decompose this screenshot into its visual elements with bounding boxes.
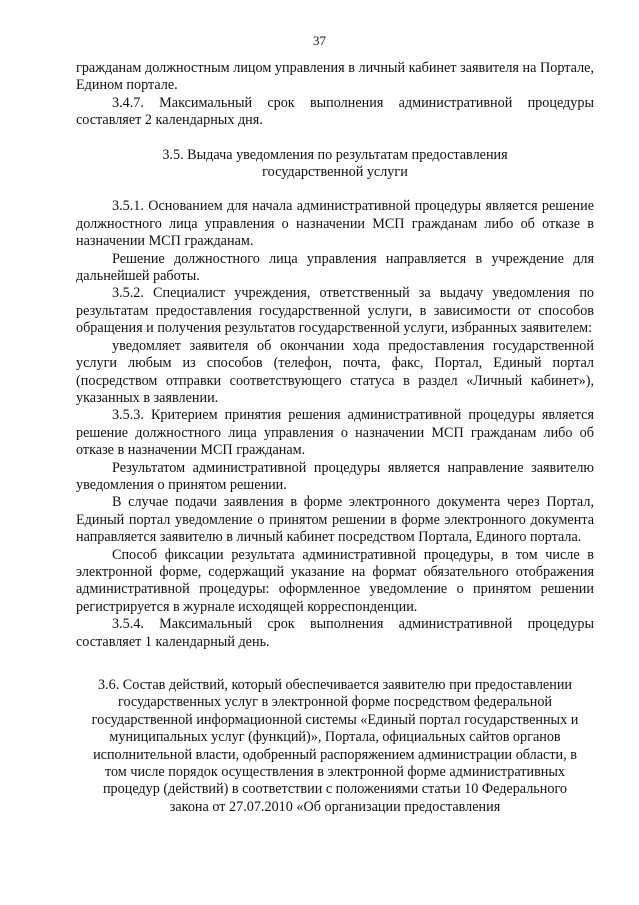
paragraph-3-5-1: 3.5.1. Основанием для начала административной процедуры является решение должностного лица управления о назначении МСП гражданам либо об отказе в назначении МСП гражданам. — [76, 198, 594, 250]
paragraph-3-5-4: 3.5.4. Максимальный срок выполнения административной процедуры составляет 1 календарный день. — [76, 616, 594, 650]
paragraph-electronic: В случае подачи заявления в форме электронного документа через Портал, Единый портал уведомление о принятом решении в форме электронного документа направляется заявителю в личный кабинет посредством Портала, Единого портала. — [76, 494, 594, 546]
document-body — [76, 60, 594, 816]
page-number: 37 — [313, 33, 326, 48]
paragraph-notify: уведомляет заявителя об окончании хода предоставления государственной услуги любым из способов (телефон, почта, факс, Портал, Единый портал (посредством отправки соответствующего статуса в раздел «Личный кабинет»), указанных в заявлении. — [76, 337, 594, 406]
paragraph-result: Результатом административной процедуры является направление заявителю уведомления о принятом решении. — [76, 459, 594, 493]
section-heading-3-6: 3.6. Состав действий, который обеспечивается заявителю при предоставлении государственных услуг в электронной форме посредством федеральной государственной информационной системы «Единый портал государственных и муниципальных услуг (функций)», Портала, официальных сайтов органов исполнительной власти, одобренный распоряжением администрации области, в том числе порядок осуществления в электронной форме административных процедур (действий) в соответствии с положениями статьи 10 Федерального закона от 27.07.2010 «Об организации предоставления — [91, 677, 579, 815]
paragraph-3-5-2: 3.5.2. Специалист учреждения, ответственный за выдачу уведомления по результатам предоставления государственной услуги, в зависимости от способов обращения и получения результатов государственной услуги, избранных заявителем: — [76, 285, 594, 337]
paragraph-3-4-7: 3.4.7. Максимальный срок выполнения административной процедуры составляет 2 календарных дня. — [76, 94, 594, 129]
paragraph-fixation: Способ фиксации результата административной процедуры, в том числе в электронной форме, содержащий указание на формат обязательного отображения административной процедуры: оформленное уведомление о принятом решении регистрируется в журнале исходящей корреспонденции. — [76, 546, 594, 615]
paragraph-continuation: гражданам должностным лицом управления в личный кабинет заявителя на Портале, Едином портале. — [76, 60, 594, 94]
paragraph-decision: Решение должностного лица управления направляется в учреждение для дальнейшей работы. — [76, 250, 594, 285]
paragraph-3-5-3: 3.5.3. Критерием принятия решения административной процедуры является решение должностного лица управления о назначении МСП гражданам либо об отказе в назначении МСП гражданам. — [76, 407, 594, 459]
section-heading-3-5: 3.5. Выдача уведомления по результатам предоставления государственной услуги — [162, 146, 508, 181]
